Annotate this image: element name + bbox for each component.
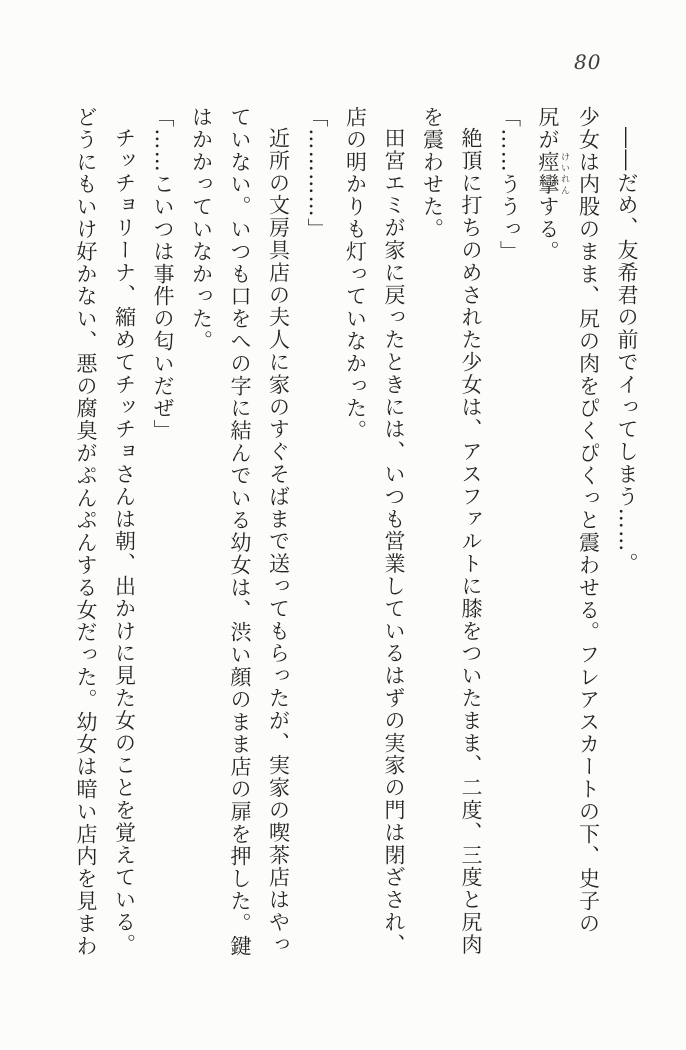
furigana-annotated-word: 痙攣 けいれん xyxy=(536,150,569,196)
text-run: 「…………」 xyxy=(305,106,329,241)
text-line xyxy=(182,106,221,960)
text-run: 少女は内股のまま、尻の肉をぴくぴくっと震わせる。フレアスカートの下、史子の xyxy=(576,106,601,935)
text-line xyxy=(375,106,414,960)
text-line xyxy=(452,106,491,960)
text-run: チッチョリーナ、縮めてチッチョさんは朝、出かけに見た女のことを覚えている。 xyxy=(112,127,137,956)
text-run: 「……こいつは事件の匂いだぜ」 xyxy=(151,106,175,442)
text-run: 絶頂に打ちのめされた少女は、アスファルトに膝をついたまま、二度、三度と尻肉 xyxy=(459,127,483,956)
text-run: どうにもいけ好かない、悪の腐臭がぷんぷんする女だった。幼女は暗い店内を見まわ xyxy=(74,106,98,958)
text-run: 尻が xyxy=(536,106,560,151)
text-line xyxy=(67,106,106,960)
text-line xyxy=(221,106,260,960)
text-line xyxy=(569,106,608,960)
text-line xyxy=(298,106,337,960)
text-line xyxy=(144,106,183,960)
text-run: 「……ううっ」 xyxy=(497,106,522,263)
page-number: 80 xyxy=(574,50,602,74)
text-run: する。 xyxy=(536,195,560,263)
text-run: はかかっていなかった。 xyxy=(189,106,214,353)
text-line xyxy=(259,106,298,960)
text-line xyxy=(336,106,375,960)
text-run: ていない。いつも口をへの字に結んでいる幼女は、渋い顔のまま店の扉を押した。鍵 xyxy=(228,106,252,958)
vertical-text-block xyxy=(67,106,647,960)
text-line xyxy=(529,106,570,960)
text-run: 田宮エミが家に戻ったときには、いつも営業しているはずの実家の門は閉ざされ、 xyxy=(382,127,406,956)
text-run: ――だめ、友希君の前でイってしまう……。 xyxy=(615,127,639,575)
text-line xyxy=(105,106,144,960)
text-run: を震わせた。 xyxy=(420,106,445,241)
text-run: 店の明かりも灯っていなかった。 xyxy=(343,106,368,442)
furigana: けいれん xyxy=(559,150,569,196)
text-line xyxy=(490,106,529,960)
text-run: 近所の文房具店の夫人に家のすぐそばまで送ってもらったが、実家の喫茶店はやっ xyxy=(266,127,291,956)
text-line xyxy=(608,106,647,960)
text-line xyxy=(413,106,452,960)
